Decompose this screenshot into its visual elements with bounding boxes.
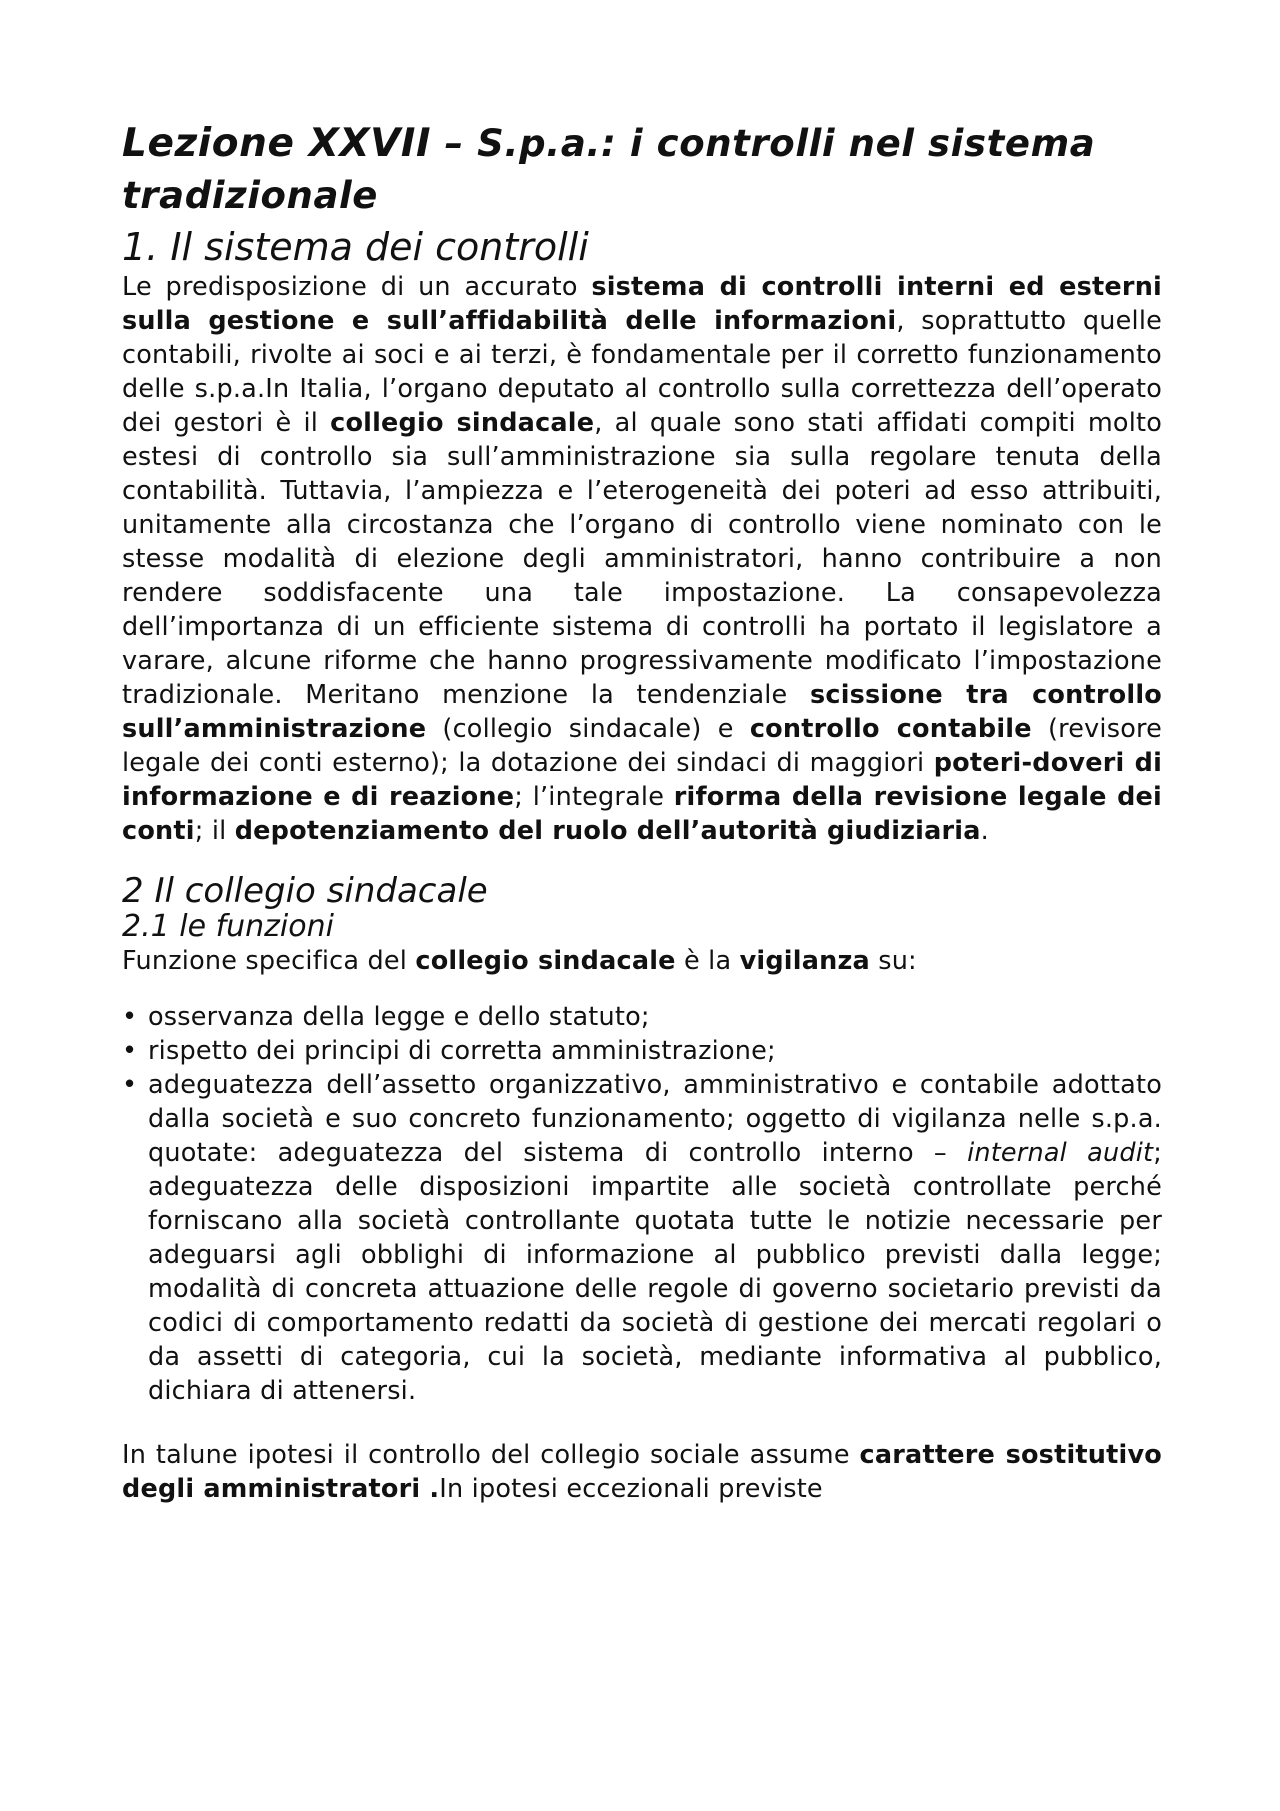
list-item: • rispetto dei principi di corretta amministrazione;	[122, 1036, 776, 1066]
section1-heading: 1. Il sistema dei controlli	[122, 225, 589, 269]
bullet-icon: •	[122, 1002, 138, 1032]
lesson-title-part1: Lezione XXVII	[122, 121, 432, 166]
section2-heading: 2 Il collegio sindacale	[122, 871, 488, 911]
list-item: • adeguatezza dell’assetto organizzativo, amministrativo e contabile adottato dalla società e suo concreto funzionamento; oggetto di vigilanza nelle s.p.a. quotate: adeguatezza del sistema di controllo interno – internal audit; adeguatezza delle disposizioni impartite alle società controllate perché forniscano alla società controllante quotata tutte le notizie necessarie per adeguarsi agli obblighi di informazione al pubblico previsti dalla legge; modalità di concreta attuazione delle regole di governo societario previsti da codici di comportamento redatti da società di gestione dei mercati regolari o da assetti di categoria, cui la società, mediante informativa al pubblico, dichiara di attenersi.	[122, 1070, 1162, 1406]
section2-intro: Funzione specifica del collegio sindacale è la vigilanza su:	[122, 946, 917, 976]
closing-paragraph: In talune ipotesi il controllo del collegio sociale assume carattere sostitutivo degli amministratori .In ipotesi eccezionali previste	[122, 1440, 1163, 1504]
bullet-icon: •	[122, 1070, 138, 1100]
list-item: • osservanza della legge e dello statuto;	[122, 1002, 650, 1032]
bullet-icon: •	[122, 1036, 138, 1066]
section2-subheading: 2.1 le funzioni	[122, 909, 334, 944]
document-page	[122, 118, 1162, 1506]
vigilanza-list	[122, 1000, 1162, 1408]
lesson-title-part2: – S.p.a.: i controlli nel sistema tradizionale	[122, 122, 1096, 217]
section1-paragraph: Le predisposizione di un accurato sistema di controlli interni ed esterni sulla gestione e sull’affidabilità delle informazioni, soprattutto quelle contabili, rivolte ai soci e ai terzi, è fondamentale per il corretto funzionamento delle s.p.a.In Italia, l’organo deputato al controllo sulla correttezza dell’operato dei gestori è il collegio sindacale, al quale sono stati affidati compiti molto estesi di controllo sia sull’amministrazione sia sulla regolare tenuta della contabilità. Tuttavia, l’ampiezza e l’eterogeneità dei poteri ad esso attribuiti, unitamente alla circostanza che l’organo di controllo viene nominato con le stesse modalità di elezione degli amministratori, hanno contribuire a non rendere soddisfacente una tale impostazione. La consapevolezza dell’importanza di un efficiente sistema di controlli ha portato il legislatore a varare, alcune riforme che hanno progressivamente modificato l’impostazione tradizionale. Meritano menzione la tendenziale scissione tra controllo sull’amministrazione (collegio sindacale) e controllo contabile (revisore legale dei conti esterno); la dotazione dei sindaci di maggiori poteri-doveri di informazione e di reazione; l’integrale riforma della revisione legale dei conti; il depotenziamento del ruolo dell’autorità giudiziaria.	[122, 272, 1163, 846]
lesson-title	[122, 118, 1162, 222]
